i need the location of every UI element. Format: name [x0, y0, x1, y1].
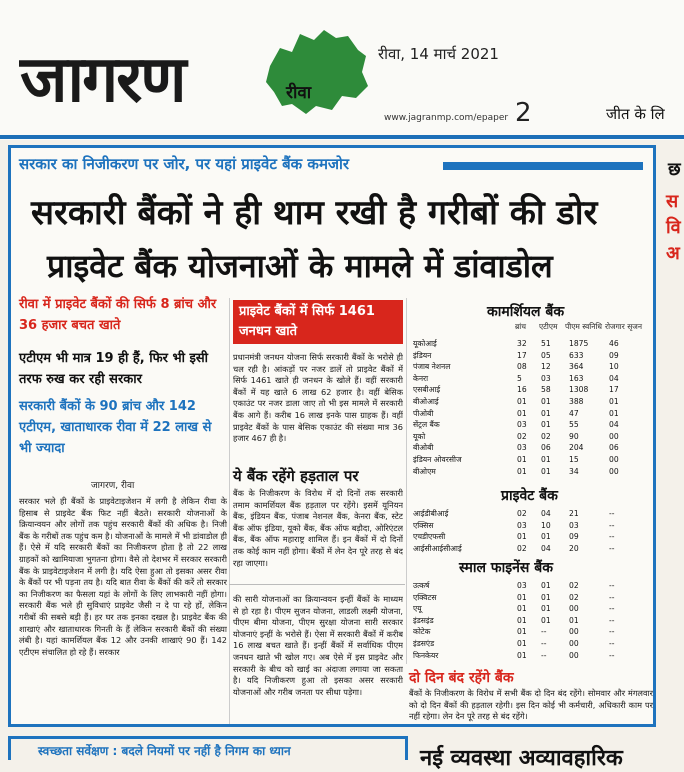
strike-headline: ये बैंक रहेंगे हड़ताल पर: [233, 467, 359, 485]
bank-name-cell: एचडीएफसी: [413, 532, 446, 542]
table-cell: 02: [517, 543, 527, 553]
table-cell: 20: [569, 543, 579, 553]
table-cell: 51: [541, 339, 551, 348]
table-cell: --: [609, 639, 615, 648]
table-cell: 364: [569, 362, 584, 372]
table-cell: 00: [609, 431, 619, 441]
small-finance-title: स्माल फाइनेंस बैंक: [459, 560, 553, 576]
table-cell: 01: [517, 627, 527, 637]
table-cell: 06: [541, 443, 551, 453]
bank-name-cell: इंडसइंड: [413, 615, 434, 625]
table-cell: 06: [609, 443, 619, 453]
closure-body: बैंकों के निजीकरण के विरोध में सभी बैंक दो दिन बंद रहेंगे। सोमवार और मंगलवार को दो दिन बैंकों की हड़ताल रहेगी। इस दिन कोई भी कर्मचारी, अधिकारी काम पर नहीं रहेगा। लेन देन पूरे तरह से बंद रहेंगे।: [409, 688, 653, 722]
table-cell: 01: [541, 604, 551, 614]
bottom-right-headline: नई व्यवस्था अव्यावहारिक: [420, 746, 623, 771]
kicker-bar: [443, 162, 643, 170]
table-cell: 00: [569, 604, 579, 614]
article-box: [8, 145, 656, 727]
subheadline: प्राइवेट बैंक योजनाओं के मामले में डांवाडोल: [47, 247, 553, 285]
table-row: [413, 543, 655, 554]
table-cell: 04: [541, 543, 551, 553]
column-header: रोजगार सृजन: [605, 322, 642, 331]
table-cell: --: [609, 543, 615, 553]
adjacent-line: वि: [666, 217, 681, 238]
table-cell: 00: [569, 650, 579, 660]
bank-name-cell: एक्सिस: [413, 520, 434, 530]
table-cell: 03: [517, 581, 527, 590]
table-cell: 46: [609, 339, 619, 348]
table-row: [413, 592, 655, 603]
column-header: एटीएम: [539, 322, 558, 331]
table-cell: 03: [569, 520, 579, 530]
bank-name-cell: एयू: [413, 604, 422, 614]
table-cell: --: [609, 509, 615, 518]
table-row: [413, 650, 655, 661]
table-cell: 00: [609, 455, 619, 464]
table-cell: 01: [517, 532, 527, 542]
table-cell: 01: [517, 455, 527, 464]
bank-name-cell: यूको: [413, 431, 426, 441]
table-cell: 01: [609, 408, 619, 418]
bold-deck: एटीएम भी मात्र 19 ही हैं, फिर भी इसी तरफ रुख कर रही सरकार: [19, 351, 209, 387]
table-cell: 01: [517, 408, 527, 418]
table-cell: --: [541, 627, 547, 637]
table-row: [413, 373, 655, 384]
table-cell: 09: [569, 532, 579, 542]
bank-name-cell: इंडसएंड: [413, 639, 435, 648]
table-cell: --: [541, 650, 547, 660]
table-cell: 10: [541, 520, 551, 530]
table-cell: 03: [517, 443, 527, 453]
table-row: [413, 520, 655, 531]
table-cell: --: [541, 639, 547, 648]
table-row: [413, 442, 655, 453]
table-cell: 03: [517, 520, 527, 530]
masthead-divider: [0, 135, 684, 139]
table-cell: 08: [517, 362, 527, 372]
table-cell: 01: [517, 639, 527, 648]
column-rule: [406, 298, 407, 664]
bank-name-cell: उत्कर्ष: [413, 581, 430, 590]
table-cell: 03: [541, 373, 551, 383]
table-cell: 12: [541, 362, 551, 372]
table-row: [413, 350, 655, 361]
bank-name-cell: पंजाब नेशनल: [413, 362, 451, 372]
bank-name-cell: इंडियन ओवरसीज: [413, 455, 462, 464]
table-cell: 17: [517, 350, 527, 360]
table-cell: 01: [517, 397, 527, 406]
table-cell: --: [609, 532, 615, 542]
table-row: [413, 454, 655, 465]
table-row: [413, 531, 655, 542]
table-cell: 01: [541, 455, 551, 464]
table-cell: 55: [569, 420, 579, 430]
adjacent-column: [660, 145, 684, 727]
table-cell: 01: [541, 420, 551, 430]
table-row: [413, 384, 655, 395]
table-cell: 47: [569, 408, 579, 418]
table-row: [413, 408, 655, 419]
private-bank-title: प्राइवेट बैंक: [501, 488, 558, 504]
bank-name-cell: बीओबी: [413, 443, 434, 453]
table-cell: 15: [569, 455, 579, 464]
table-cell: 04: [609, 420, 619, 430]
dateline: जागरण, रीवा: [91, 481, 135, 491]
table-cell: 01: [517, 604, 527, 614]
table-cell: 10: [609, 362, 619, 372]
table-cell: 01: [569, 615, 579, 625]
left-column-body: सरकार भले ही बैंकों के प्राइवेटाइजेशन में लगी है लेकिन रीवा के हिसाब से प्राइवेट बैंक फिट नहीं बैठते। सरकारी योजनाओं के क्रियान्वयन और लोगों तक पहुंच सरकारी बैंकों की अधिक है। निजी बैंक के गरीबों तक पहुंच कम है। योजनाओं के मामले में भी डांवाडोल ही हैं। ऐसे में यदि सरकारी बैंकों का निजीकरण होता है तो 22 लाख ग्राहकों को खामियाजा भुगतना होगा। वैसे तो देशभर में सरकार सरकारी बैंक के प्राइवेटाइजेशन में लगी है। यदि ऐसा हुआ तो इसका असर रीवा के बैंकों पर भी पड़ना तय है। यदि बात रीवा के बैंकों की करें तो सरकार का निजीकरण का फैसला यहां के लोगों के लिए लाभकारी नहीं होगा। सरकारी बैंक भले ही सुविधाएं प्राइवेट जैसी न दे पा रहे हों, लेकिन गरीबों की सबसे बड़ी हैं। हर घर तक इनका दखल है। प्राइवेट बैंक की शाखाएं और खाताधारक गिनती के हैं लेकिन सरकारी बैंकों की संख्या लंबी है। यहां कामर्शियल बैंक 12 और उनकी शाखाएं 90 हैं। 142 एटीएम संचालित हो रहे हैं। सरकार: [19, 496, 227, 657]
table-row: [413, 603, 655, 614]
table-cell: 01: [541, 397, 551, 406]
table-cell: 1308: [569, 385, 589, 395]
column-header: ब्रांच: [515, 322, 526, 331]
adjacent-line: अ: [666, 243, 680, 264]
table-cell: 09: [609, 350, 619, 360]
table-cell: --: [609, 615, 615, 625]
table-cell: 02: [541, 431, 551, 441]
table-row: [413, 419, 655, 430]
table-cell: 01: [517, 615, 527, 625]
bottom-strip: [8, 730, 684, 771]
table-cell: 04: [541, 509, 551, 518]
city-tag: रीवा: [286, 83, 312, 103]
table-cell: 01: [609, 397, 619, 406]
column-rule: [229, 298, 230, 724]
table-cell: 01: [517, 592, 527, 602]
page-number: 2: [515, 98, 532, 128]
table-cell: 204: [569, 443, 584, 453]
table-cell: 00: [609, 466, 619, 476]
map-icon: [262, 26, 372, 118]
bank-name-cell: केनरा: [413, 373, 429, 383]
table-cell: 58: [541, 385, 551, 395]
table-row: [413, 431, 655, 442]
table-cell: 90: [569, 431, 579, 441]
table-row: [413, 466, 655, 477]
table-cell: 17: [609, 385, 619, 395]
section-divider: [229, 584, 405, 585]
jandhan-headline: प्राइवेट बैंकों में सिर्फ 1461 जनधन खाते: [233, 300, 403, 344]
bank-name-cell: फिनकेयर: [413, 650, 439, 660]
table-row: [413, 396, 655, 407]
bank-name-cell: आईडीबीआई: [413, 509, 449, 518]
adjacent-line: स: [666, 191, 679, 212]
table-cell: --: [609, 592, 615, 602]
table-cell: 388: [569, 397, 584, 406]
table-cell: 01: [541, 615, 551, 625]
table-cell: 01: [541, 408, 551, 418]
table-cell: 01: [541, 532, 551, 542]
table-cell: --: [609, 520, 615, 530]
table-cell: 163: [569, 373, 584, 383]
strike-body: बैंक के निजीकरण के विरोध में दो दिनों तक सरकारी तमाम कामर्शियल बैंक हड़ताल पर रहेंगे। इसमें यूनियन बैंक, इंडियन बैंक, पंजाब नेशनल बैंक, केनरा बैंक, स्टेट बैंक ऑफ इंडिया, यूको बैंक, बैंक ऑफ बड़ौदा, ओरिएंटल बैंक, बैंक ऑफ महाराष्ट्र शामिल हैं। इन बैंकों में दो दिनों तक कोई काम नहीं होगा। बैंकों में लेन देन पूरे तरह से बंद रहा जाएगा।: [233, 488, 403, 568]
table-cell: 04: [609, 373, 619, 383]
table-cell: 01: [541, 581, 551, 590]
table-row: [413, 638, 655, 649]
table-row: [413, 580, 655, 591]
bank-name-cell: सेंट्रल बैंक: [413, 420, 440, 430]
table-cell: 16: [517, 385, 527, 395]
table-cell: --: [609, 604, 615, 614]
table-cell: 03: [517, 420, 527, 430]
table-cell: --: [609, 581, 615, 590]
adjacent-headline: छ: [668, 159, 681, 180]
table-cell: 21: [569, 509, 579, 518]
headline: सरकारी बैंकों ने ही थाम रखी है गरीबों की डोर: [31, 193, 598, 233]
table-cell: 02: [569, 592, 579, 602]
edition-date: रीवा, 14 मार्च 2021: [378, 45, 499, 63]
bank-name-cell: बीओआई: [413, 397, 439, 406]
table-cell: 01: [541, 592, 551, 602]
red-deck: रीवा में प्राइवेट बैंकों की सिर्फ 8 ब्रांच और 36 हजार बचत खाते: [19, 297, 217, 333]
table-cell: 01: [517, 466, 527, 476]
table-row: [413, 361, 655, 372]
schemes-body: की सारी योजनाओं का क्रियान्वयन इन्हीं बैंकों के माध्यम से हो रहा है। पीएम सुजन योजना, लाडली लक्ष्मी योजना, पीएम बीमा योजना, पीएम सुरक्षा योजना सारी सरकार योजनाएं इन्हीं के भरोसे हैं। ऐसा में सरकारी बैंकों में करीब 16 लाख बचत खाते हैं। इन्हीं बैंकों में सर्वाधिक पीएम जनधन खाते भी खोल गए। अब ऐसे में इस प्राइवेट और सरकारी के बीच को खाई का अंदाजा लगाया जा सकता है। यदि निजीकरण हुआ तो इसका असर सरकारी योजनाओं और गरीब जनता पर सीधा पड़ेगा।: [233, 594, 403, 697]
table-cell: 01: [541, 466, 551, 476]
bank-name-cell: एक्विटस: [413, 592, 437, 602]
table-cell: 00: [569, 639, 579, 648]
epaper-url[interactable]: www.jagranmp.com/epaper: [384, 113, 509, 123]
blue-deck: सरकारी बैंकों के 90 ब्रांच और 142 एटीएम, खाताधारक रीवा में 22 लाख से भी ज्यादा: [19, 399, 212, 456]
masthead: [0, 0, 684, 140]
bank-name-cell: आईसीआईसीआई: [413, 543, 462, 553]
bottom-headline: स्वच्छता सर्वेक्षण : बदले नियमों पर नहीं है निगम का ध्यान: [38, 744, 291, 758]
column-header: पीएम स्वनिधि: [565, 322, 602, 331]
table-cell: 01: [517, 650, 527, 660]
table-cell: --: [609, 627, 615, 637]
bank-name-cell: कोटेक: [413, 627, 431, 637]
bank-name-cell: एसबीआई: [413, 385, 441, 395]
table-row: [413, 338, 655, 349]
table-cell: 00: [569, 627, 579, 637]
table-row: [413, 508, 655, 519]
table-cell: 02: [569, 581, 579, 590]
closure-headline: दो दिन बंद रहेंगे बैंक: [409, 670, 514, 686]
table-cell: --: [609, 650, 615, 660]
table-row: [413, 615, 655, 626]
bank-name-cell: यूकोआई: [413, 339, 437, 348]
next-column-headline: जीत के लि: [606, 105, 665, 123]
table-cell: 633: [569, 350, 584, 360]
table-cell: 02: [517, 509, 527, 518]
table-row: [413, 626, 655, 637]
kicker: सरकार का निजीकरण पर जोर, पर यहां प्राइवेट बैंक कमजोर: [19, 155, 350, 173]
newspaper-logo: जागरण: [20, 42, 185, 117]
commercial-bank-title: कामर्शियल बैंक: [487, 304, 565, 320]
bank-name-cell: पीओबी: [413, 408, 434, 418]
table-cell: 34: [569, 466, 579, 476]
bank-name-cell: इंडियन: [413, 350, 432, 360]
table-cell: 05: [541, 350, 551, 360]
table-cell: 32: [517, 339, 527, 348]
table-cell: 5: [517, 373, 522, 383]
jandhan-body: प्रधानमंत्री जनधन योजना सिर्फ सरकारी बैंकों के भरोसे ही चल रही है। आंकड़ों पर नजर डालें तो प्राइवेट बैंकों में सिर्फ 1461 खाते ही जनधन के खोले हैं। वहीं सरकारी बैंकों में यह खाते 6 लाख 62 हजार है। वहीं बेसिक एकाउंट पर नजर डाला जाए तो भी इस मामले में सरकारी बैंक आगे हैं। करीब 16 लाख इनके पास ग्राहक हैं। वहीं प्राइवेट बैंकों के पास बेसिक एकाउंट की संख्या मात्र 36 हजार 467 ही है।: [233, 352, 403, 444]
table-cell: 02: [517, 431, 527, 441]
bank-name-cell: बीओएम: [413, 466, 436, 476]
table-cell: 1875: [569, 339, 589, 348]
